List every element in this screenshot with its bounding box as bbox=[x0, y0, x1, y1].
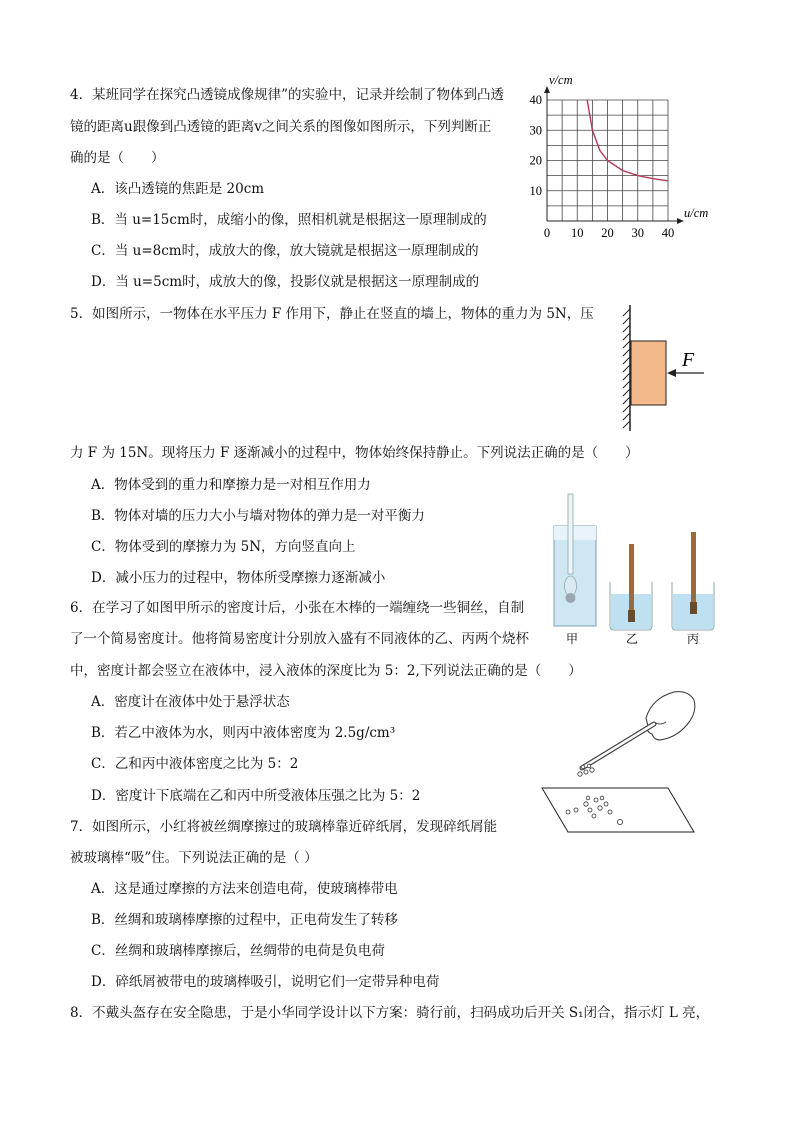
x-tick-label: 0 bbox=[543, 226, 551, 240]
y-axis-arrow bbox=[544, 86, 550, 93]
label-jia: 甲 bbox=[566, 632, 579, 646]
q7-stem-line-1: 7．如图所示，小红将被丝绸摩擦过的玻璃棒靠近碎纸屑，发现碎纸屑能 bbox=[70, 819, 498, 835]
q7-option-d: D．碎纸屑被带电的玻璃棒吸引，说明它们一定带异种电荷 bbox=[91, 974, 440, 990]
q4-stem-line-3: 确的是（ ） bbox=[70, 150, 165, 166]
u-v-graph bbox=[520, 73, 720, 254]
q7-option-c: C．丝绸和玻璃棒摩擦后，丝绸带的电荷是负电荷 bbox=[91, 943, 385, 959]
force-label: F bbox=[682, 349, 695, 371]
q6-stem-line-1: 6．在学习了如图甲所示的密度计后，小张在木棒的一端缠绕一些铜丝，自制 bbox=[70, 600, 525, 616]
q4-option-a: A．该凸透镜的焦距是 20cm bbox=[91, 181, 265, 197]
paper-plane bbox=[542, 788, 694, 832]
u-v-curve bbox=[582, 9, 668, 181]
q5-option-b: B．物体对墙的压力大小与墙对物体的弹力是一对平衡力 bbox=[91, 508, 425, 524]
y-tick-label: 10 bbox=[529, 183, 542, 198]
q6-stem-line-2: 了一个简易密度计。他将简易密度计分别放入盛有不同液体的乙、丙两个烧杯 bbox=[70, 631, 529, 647]
q4-option-d: D．当 u=5cm时，成放大的像，投影仪就是根据这一原理制成的 bbox=[91, 274, 480, 290]
x-tick-label: 30 bbox=[631, 226, 644, 240]
q6-option-b: B．若乙中液体为水，则丙中液体密度为 2.5g/cm³ bbox=[91, 725, 396, 741]
q6-option-a: A．密度计在液体中处于悬浮状态 bbox=[91, 694, 290, 710]
q4-option-b: B．当 u=15cm时，成缩小的像，照相机就是根据这一原理制成的 bbox=[91, 212, 487, 228]
beaker-bing bbox=[672, 532, 714, 630]
hand bbox=[646, 692, 695, 740]
q5-option-a: A．物体受到的重力和摩擦力是一对相互作用力 bbox=[91, 477, 371, 493]
cylinder-jia bbox=[554, 494, 596, 626]
q4-stem-line-1: 4．某班同学在探究凸透镜成像规律”的实验中，记录并绘制了物体到凸透 bbox=[70, 87, 504, 103]
force-arrowhead bbox=[667, 369, 676, 377]
glass-rod-figure bbox=[528, 688, 703, 838]
q6-option-c: C．乙和丙中液体密度之比为 5：2 bbox=[91, 756, 299, 772]
q7-option-b: B．丝绸和玻璃棒摩擦的过程中，正电荷发生了转移 bbox=[91, 912, 398, 928]
q5-option-d: D．减小压力的过程中，物体所受摩擦力逐渐减小 bbox=[91, 570, 386, 586]
x-axis-arrow bbox=[677, 218, 684, 224]
x-tick-label: 20 bbox=[601, 226, 614, 240]
q5-option-c: C．物体受到的摩擦力为 5N，方向竖直向上 bbox=[91, 539, 356, 555]
x-tick-label: 10 bbox=[571, 226, 584, 240]
q4-option-c: C．当 u=8cm时，成放大的像，放大镜就是根据这一原理制成的 bbox=[91, 243, 479, 259]
q7-stem-line-2: 被玻璃棒“吸”住。下列说法正确的是（ ） bbox=[70, 850, 318, 866]
x-tick-label: 40 bbox=[661, 226, 675, 240]
q7-option-a: A．这是通过摩擦的方法来创造电荷，使玻璃棒带电 bbox=[91, 881, 398, 897]
beaker-yi bbox=[610, 544, 652, 630]
y-axis-label: v/cm bbox=[549, 73, 573, 87]
hydrometer-figure bbox=[548, 490, 728, 650]
y-tick-label: 30 bbox=[529, 123, 542, 138]
q6-option-d: D．密度计下底端在乙和丙中所受液体压强之比为 5：2 bbox=[91, 788, 421, 804]
y-tick-label: 20 bbox=[529, 153, 542, 168]
wall-block-figure bbox=[620, 303, 720, 433]
q8-stem-line-1: 8．不戴头盔存在安全隐患，于是小华同学设计以下方案：骑行前，扫码成功后开关 S₁闭合，指示灯 L 亮， bbox=[70, 1005, 710, 1021]
paper-bits-table bbox=[566, 796, 623, 824]
x-axis-label: u/cm bbox=[684, 206, 709, 220]
q5-stem-line-1: 5．如图所示，一物体在水平压力 F 作用下，静止在竖直的墙上，物体的重力为 5N，压 bbox=[70, 306, 594, 322]
q5-stem-line-2: 力 F 为 15N。现将压力 F 逐渐减小的过程中，物体始终保持静止。下列说法正确的是（ ） bbox=[70, 445, 639, 461]
wall-hatching bbox=[623, 309, 630, 428]
y-tick-label: 40 bbox=[529, 93, 542, 107]
block bbox=[631, 341, 666, 405]
label-yi: 乙 bbox=[626, 632, 639, 646]
label-bing: 丙 bbox=[687, 632, 700, 646]
q6-stem-line-3: 中，密度计都会竖立在液体中，浸入液体的深度比为 5：2,下列说法正确的是（ ） bbox=[70, 663, 582, 679]
q4-stem-line-2: 镜的距离u跟像到凸透镜的距离v之间关系的图像如图所示，下列判断正 bbox=[70, 119, 492, 135]
